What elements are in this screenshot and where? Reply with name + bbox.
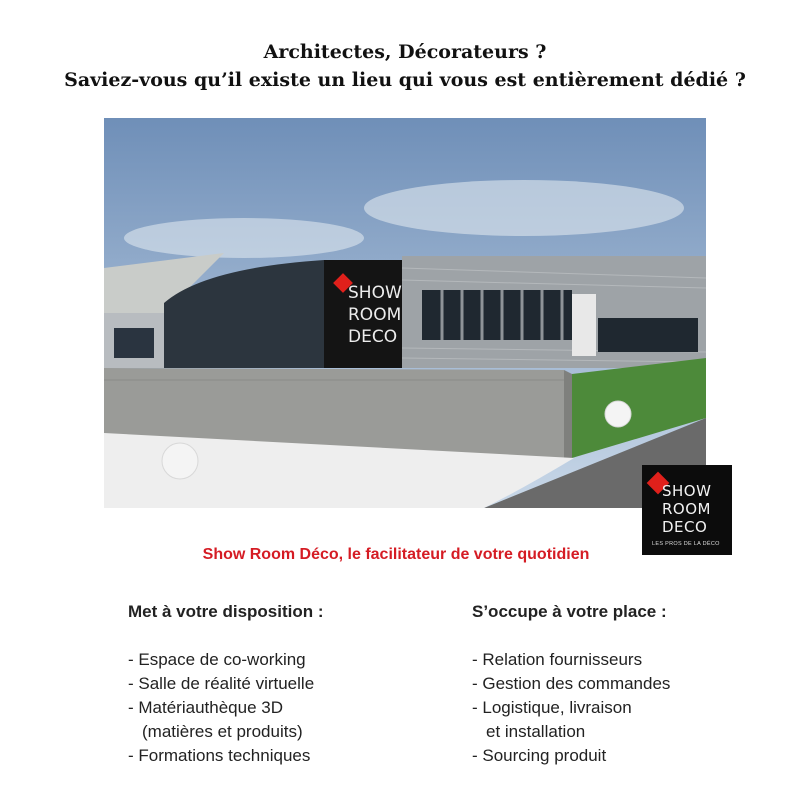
right-column-title: S’occupe à votre place : [472,602,667,621]
headline-line-2: Saviez-vous qu’il existe un lieu qui vous est entièrement dédié ? [64,69,746,91]
globe-lamp [605,401,631,427]
list-item: - Relation fournisseurs [472,650,643,669]
list-item: - Matériauthèque 3D (matières et produits) [128,698,303,741]
logo-word-2: ROOM [662,500,711,518]
logo-word-3: DECO [662,518,708,536]
logo-tagline: LES PROS DE LA DÉCO [652,541,720,547]
left-column [128,600,324,768]
headline-line-1: Architectes, Décorateurs ? [263,41,547,63]
list-item: - Salle de réalité virtuelle [128,674,315,693]
right-column [472,600,670,768]
facade-banner [572,294,596,356]
cloud [364,180,684,236]
cloud [124,218,364,258]
showroom-building-photo [104,118,706,508]
show-room-deco-logo [642,465,732,555]
left-column-title: Met à votre disposition : [128,602,324,621]
list-item: - Gestion des commandes [472,674,671,693]
list-item: - Logistique, livraison et installation [472,698,632,741]
globe-lamp [162,443,198,479]
list-item: - Formations techniques [128,746,311,765]
list-item: - Espace de co-working [128,650,306,669]
sign-word-3: DECO [348,327,398,347]
left-column-list [128,648,324,768]
tagline: Show Room Déco, le facilitateur de votre quotidien [202,546,590,563]
facade-windows [422,290,572,340]
facade-windows-right [598,318,698,352]
sign-word-2: ROOM [348,305,402,325]
right-column-list [472,648,670,768]
headline [0,38,810,94]
left-window [114,328,154,358]
logo-word-1: SHOW [662,482,712,500]
sign-word-1: SHOW [348,283,402,303]
list-item: - Sourcing produit [472,746,607,765]
